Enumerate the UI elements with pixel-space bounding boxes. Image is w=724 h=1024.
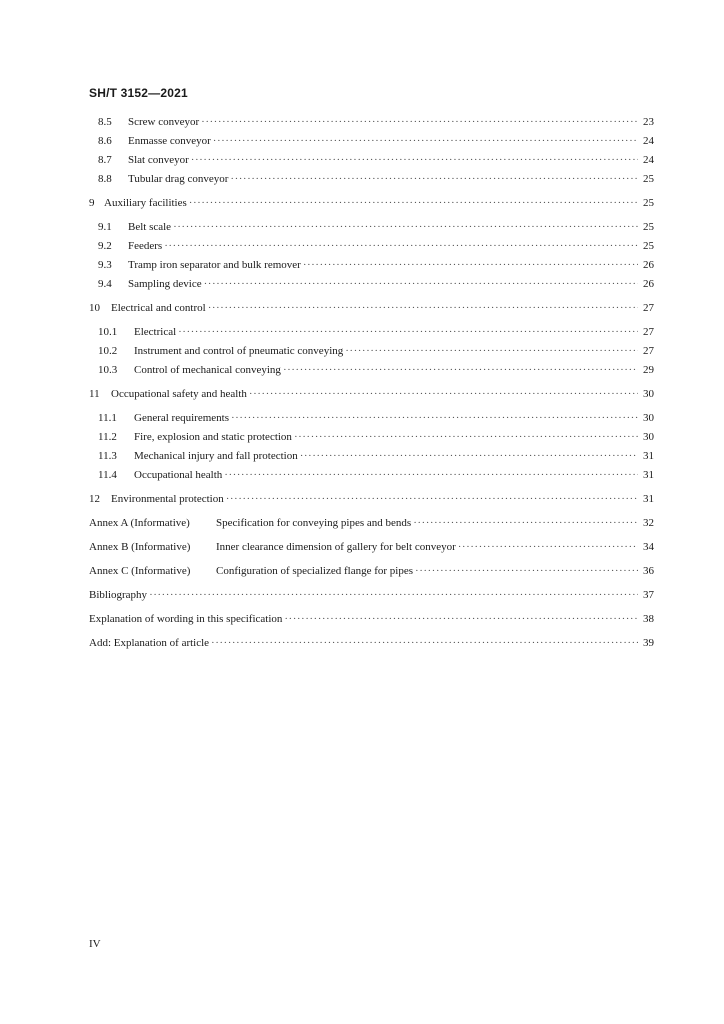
toc-entry-number: 8.8 <box>98 173 112 185</box>
toc-entry-number: 10.3 <box>98 364 118 376</box>
toc-entry[interactable] <box>98 411 654 425</box>
toc-entry-title: Enmasse conveyor <box>128 135 211 147</box>
toc-entry-title: Screw conveyor <box>128 116 200 128</box>
toc-entry-title: Mechanical injury and fall protection <box>134 450 298 462</box>
dot-leader <box>178 325 638 339</box>
toc-entry[interactable] <box>98 220 654 234</box>
toc-entry-number: 9.4 <box>98 278 112 290</box>
toc-entry-number: 11.4 <box>98 469 117 481</box>
toc-entry-number: 8.5 <box>98 116 112 128</box>
toc-entry-title: Electrical and control <box>111 302 206 314</box>
dot-leader <box>231 411 638 425</box>
dot-leader <box>208 301 638 315</box>
toc-entry-number: 9.2 <box>98 240 112 252</box>
dot-leader <box>345 344 638 358</box>
toc-entry[interactable] <box>98 468 654 482</box>
toc-entry-title: Tramp iron separator and bulk remover <box>128 259 301 271</box>
toc-entry[interactable] <box>98 239 654 253</box>
toc-entry[interactable] <box>98 344 654 358</box>
dot-leader <box>201 115 638 129</box>
dot-leader <box>226 492 638 506</box>
toc-entry-title: Slat conveyor <box>128 154 189 166</box>
toc-entry-page: 25 <box>643 173 654 185</box>
dot-leader <box>189 196 638 210</box>
dot-leader <box>164 239 638 253</box>
toc-entry-number: 10.2 <box>98 345 118 357</box>
dot-leader <box>224 468 638 482</box>
toc-entry-page: 26 <box>643 259 654 271</box>
toc-entry-title: Sampling device <box>128 278 202 290</box>
toc-entry-page: 24 <box>643 154 654 166</box>
toc-entry-page: 38 <box>643 613 654 625</box>
toc-entry-page: 29 <box>643 364 654 376</box>
toc-entry-page: 27 <box>643 345 654 357</box>
toc-entry[interactable] <box>98 172 654 186</box>
toc-entry-title: Environmental protection <box>111 493 224 505</box>
toc-entry-page: 30 <box>643 431 654 443</box>
toc-entry-page: 25 <box>643 221 654 233</box>
dot-leader <box>284 612 638 626</box>
toc-entry-page: 31 <box>643 450 654 462</box>
toc-entry-number: 9.3 <box>98 259 112 271</box>
toc-entry[interactable] <box>89 516 654 530</box>
toc-entry-number: 8.6 <box>98 135 112 147</box>
toc-entry-page: 27 <box>643 326 654 338</box>
toc-entry-title: Configuration of specialized flange for pipes <box>216 565 414 577</box>
toc-entry-page: 39 <box>643 637 654 649</box>
toc-entry-title: Add: Explanation of article <box>89 637 210 649</box>
toc-entry-page: 31 <box>643 493 654 505</box>
toc-entry-title: Occupational safety and health <box>111 388 247 400</box>
toc-entry[interactable] <box>98 363 654 377</box>
toc-entry[interactable] <box>98 277 654 291</box>
toc-entry[interactable] <box>98 153 654 167</box>
toc-entry-page: 31 <box>643 469 654 481</box>
toc-entry-title: Electrical <box>134 326 177 338</box>
toc-entry-title: Occupational health <box>134 469 223 481</box>
toc-entry[interactable] <box>89 588 654 602</box>
toc-entry-number: 11 <box>89 388 100 400</box>
toc-entry-page: 27 <box>643 302 654 314</box>
toc-entry[interactable] <box>98 430 654 444</box>
dot-leader <box>413 516 638 530</box>
dot-leader <box>149 588 638 602</box>
dot-leader <box>294 430 638 444</box>
toc-entry[interactable] <box>89 301 654 315</box>
toc-entry-title: Tubular drag conveyor <box>128 173 229 185</box>
dot-leader <box>230 172 638 186</box>
toc-entry[interactable] <box>98 449 654 463</box>
dot-leader <box>191 153 638 167</box>
toc-entry-number: Annex C (Informative) <box>89 565 191 577</box>
toc-entry-title: Feeders <box>128 240 163 252</box>
toc-entry-page: 34 <box>643 541 654 553</box>
toc-entry[interactable] <box>89 564 654 578</box>
toc-entry-number: 10.1 <box>98 326 118 338</box>
toc-entry-page: 26 <box>643 278 654 290</box>
toc-entry-number: 9.1 <box>98 221 112 233</box>
toc-entry[interactable] <box>98 115 654 129</box>
toc-entry-title: Control of mechanical conveying <box>134 364 281 376</box>
toc-entry[interactable] <box>89 492 654 506</box>
toc-entry[interactable] <box>98 258 654 272</box>
dot-leader <box>173 220 638 234</box>
toc-entry-page: 24 <box>643 135 654 147</box>
toc-entry-page: 25 <box>643 197 654 209</box>
toc-entry[interactable] <box>89 540 654 554</box>
dot-leader <box>415 564 638 578</box>
dot-leader <box>303 258 638 272</box>
page-number: IV <box>89 938 101 950</box>
toc-entry-number: Annex B (Informative) <box>89 541 191 553</box>
toc-entry-number: 12 <box>89 493 100 505</box>
toc-entry-number: 8.7 <box>98 154 112 166</box>
toc-entry-page: 25 <box>643 240 654 252</box>
toc-entry-title: Inner clearance dimension of gallery for belt conveyor <box>216 541 456 553</box>
toc-entry-page: 30 <box>643 412 654 424</box>
dot-leader <box>204 277 638 291</box>
toc-entry-title: Specification for conveying pipes and bends <box>216 517 412 529</box>
toc-entry-number: 11.3 <box>98 450 117 462</box>
dot-leader <box>213 134 638 148</box>
toc-entry-page: 32 <box>643 517 654 529</box>
document-code-header: SH/T 3152—2021 <box>89 86 188 100</box>
toc-entry-page: 36 <box>643 565 654 577</box>
toc-entry[interactable] <box>89 612 654 626</box>
toc-entry-title: Belt scale <box>128 221 172 233</box>
toc-entry-title: Bibliography <box>89 589 148 601</box>
dot-leader <box>300 449 638 463</box>
toc-entry-page: 37 <box>643 589 654 601</box>
toc-entry-number: 11.1 <box>98 412 117 424</box>
toc-entry-number: 11.2 <box>98 431 117 443</box>
toc-entry-title: General requirements <box>134 412 229 424</box>
toc-entry-number: 10 <box>89 302 100 314</box>
dot-leader <box>458 540 638 554</box>
dot-leader <box>211 636 638 650</box>
toc-entry-title: Explanation of wording in this specification <box>89 613 283 625</box>
dot-leader <box>249 387 638 401</box>
toc-entry[interactable] <box>98 325 654 339</box>
toc-entry-title: Auxiliary facilities <box>104 197 187 209</box>
toc-entry-page: 30 <box>643 388 654 400</box>
toc-entry-number: 9 <box>89 197 95 209</box>
toc-entry[interactable] <box>89 636 654 650</box>
toc-entry[interactable] <box>98 134 654 148</box>
toc-entry-page: 23 <box>643 116 654 128</box>
toc-entry[interactable] <box>89 196 654 210</box>
toc-entry-number: Annex A (Informative) <box>89 517 190 529</box>
toc-entry-title: Instrument and control of pneumatic conveying <box>134 345 344 357</box>
toc-entry[interactable] <box>89 387 654 401</box>
toc-entry-title: Fire, explosion and static protection <box>134 431 292 443</box>
dot-leader <box>283 363 638 377</box>
